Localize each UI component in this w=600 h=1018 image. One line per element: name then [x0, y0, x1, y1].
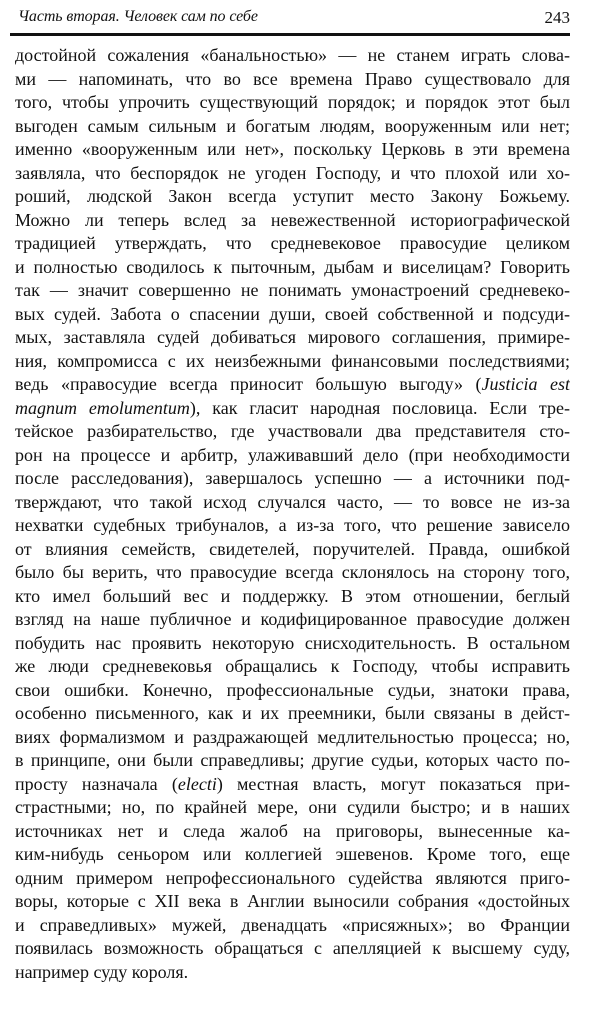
text-line: ведь «правосудие всегда приносит большую выгоду» (Justicia est [15, 374, 570, 394]
text-line: того, чтобы упрочить существующий порядок; и порядок этот был [15, 92, 570, 112]
text-line: тейское разбирательство, где участвовали два представителя сто- [15, 421, 570, 441]
text-line: ния, компромисса с их неизбежными финансовыми последствиями; [15, 350, 570, 371]
text-line: одним примером непрофессионального судейства являются приго- [15, 867, 570, 888]
text-line: нехватки судебных трибуналов, а из-за того, что решение зависело [15, 515, 570, 535]
text-line: же люди средневековья обращались к Господу, чтобы исправить [15, 656, 570, 676]
text-line: ми — напоминать, что во все времена Право существовало для [15, 68, 570, 89]
body-text [15, 44, 570, 984]
text-line: виях формализмом и раздражающей медлительностью процесса; но, [15, 726, 570, 747]
text-line: особенно письменного, как и их преемники, были связаны в дейст- [15, 703, 570, 723]
text-line: ким-нибудь сеньором или коллегией эшевенов. Кроме того, еще [15, 844, 570, 864]
text-line: и полностью сводилось к пыточным, дыбам и виселицам? Говорить [15, 256, 570, 277]
text-line: традицией утверждать, что средневековое правосудие целиком [15, 233, 570, 253]
text-line: выгоден самым сильным и богатым людям, вооруженным или нет; [15, 115, 570, 136]
text-line: заявляла, что беспорядок не угоден Господу, и что плохой или хо- [15, 162, 570, 183]
header-rule [10, 33, 570, 36]
running-head [18, 8, 570, 30]
text-line: вых судей. Забота о спасении души, своей собственной и подсуди- [15, 303, 570, 324]
text-line: роший, людской Закон всегда уступит место Закону Божьему. [15, 186, 570, 206]
text-line: свои ошибки. Конечно, профессиональные судьи, знатоки права, [15, 679, 570, 700]
latin-phrase: magnum emolumentum [15, 397, 190, 418]
page-number: 243 [544, 8, 570, 27]
text-line: появилась возможность обращаться с апелляцией к высшему суду, [15, 938, 570, 958]
text-line: воры, которые с XII века в Англии выносили собрания «достойных [15, 891, 570, 911]
running-title: Часть вторая. Человек сам по себе [18, 8, 258, 25]
text-line: от влияния семейств, свидетелей, поручителей. Правда, ошибкой [15, 538, 570, 559]
text-line: страстными; но, по крайней мере, они судили быстро; и в наших [15, 797, 570, 817]
text-line: просту назначала (electi) местная власть, могут показаться при- [15, 773, 570, 794]
text-line: достойной сожаления «банальностью» — не станем играть слова- [15, 45, 570, 65]
text-line: мых, заставляла судей добиваться мирового соглашения, примире- [15, 327, 570, 347]
text-line: Можно ли теперь вслед за невежественной историографической [15, 209, 570, 230]
text-line: например суду короля. [15, 961, 189, 982]
text-line: именно «вооруженным или нет», поскольку Церковь в эти времена [15, 139, 570, 159]
text-line: magnum emolumentum), как гласит народная пословица. Если тре- [15, 397, 570, 418]
text-line: рон на процессе и арбитр, улаживавший дело (при необходимости [15, 444, 570, 465]
text-line: и справедливых» мужей, двенадцать «присяжных»; во Франции [15, 914, 570, 935]
text-line: взгляд на наше публичное и кодифицированное правосудие должен [15, 609, 570, 629]
text-line: после расследования), завершалось успешно — а источники под- [15, 468, 570, 488]
text-line: в принципе, они были справедливы; другие судьи, которых часто по- [15, 750, 570, 770]
text-line: было бы верить, что правосудие всегда склонялось на сторону того, [15, 562, 570, 582]
text-line: источниках нет и следа жалоб на приговоры, вынесенные ка- [15, 820, 570, 841]
text-line: так — значит совершенно не понимать умонастроений средневеко- [15, 280, 570, 300]
text-line: кто имел больший вес и поддержку. В этом отношении, беглый [15, 585, 570, 606]
latin-word: electi [177, 773, 217, 794]
text-line: побудить нас проявить некоторую снисходительность. В остальном [15, 632, 570, 653]
text-line: тверждают, что такой исход случался часто, — то вовсе не из-за [15, 491, 570, 512]
latin-phrase: Justicia est [481, 374, 570, 394]
